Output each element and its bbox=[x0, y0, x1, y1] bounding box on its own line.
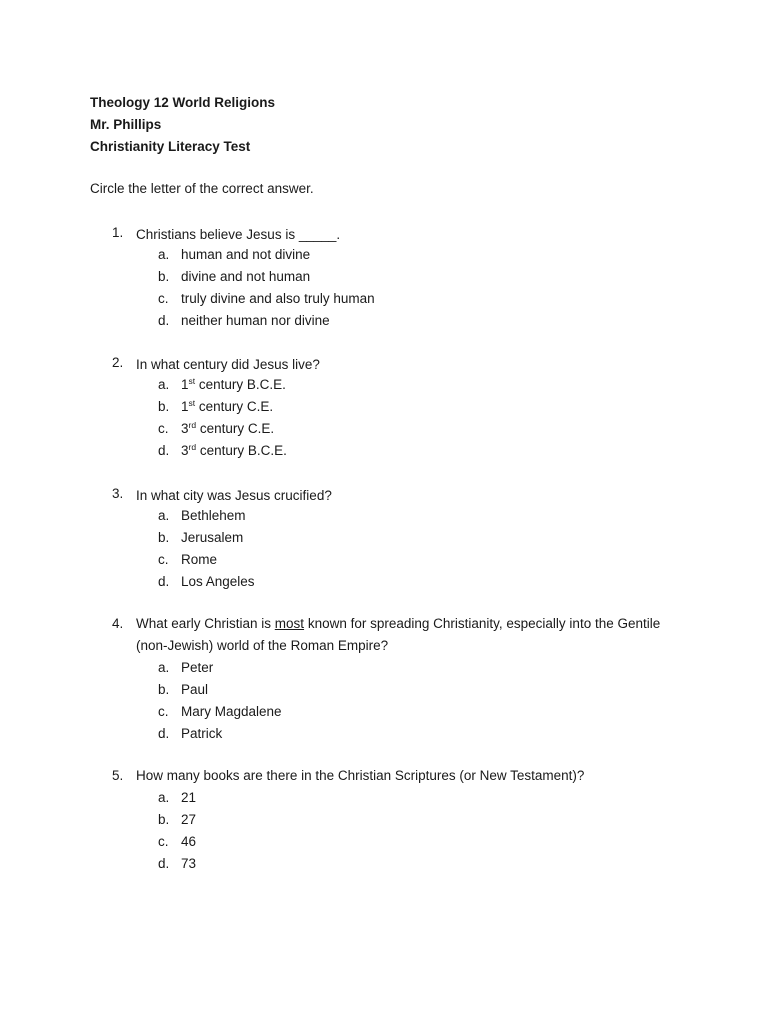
choice-text bbox=[181, 398, 273, 416]
choice-letter: a. bbox=[158, 508, 170, 523]
choice-text: 46 bbox=[181, 834, 197, 849]
question-text bbox=[136, 224, 696, 246]
question-text-part: known for spreading Christianity, especially into the Gentile bbox=[304, 616, 661, 631]
choice-text: Los Angeles bbox=[181, 574, 255, 589]
question-line: (non-Jewish) world of the Roman Empire? bbox=[136, 637, 389, 653]
choice-d[interactable] bbox=[0, 442, 700, 460]
choice-letter: d. bbox=[158, 726, 170, 741]
choice-a[interactable] bbox=[0, 789, 700, 807]
choice-text: Patrick bbox=[181, 726, 223, 741]
question-number: 1. bbox=[112, 225, 124, 240]
choice-letter: c. bbox=[158, 552, 169, 567]
question-number: 5. bbox=[112, 768, 124, 783]
test-title: Christianity Literacy Test bbox=[90, 139, 251, 154]
choice-d[interactable] bbox=[0, 312, 700, 330]
choice-text: Rome bbox=[181, 552, 218, 567]
choice-letter: b. bbox=[158, 530, 170, 545]
question-text bbox=[136, 485, 696, 507]
teacher-name: Mr. Phillips bbox=[90, 117, 162, 132]
choice-letter: d. bbox=[158, 313, 170, 328]
century-label: century B.C.E. bbox=[196, 443, 287, 458]
choice-letter: c. bbox=[158, 834, 169, 849]
choice-text: Bethlehem bbox=[181, 508, 246, 523]
choice-b[interactable] bbox=[0, 529, 700, 547]
choice-a[interactable] bbox=[0, 246, 700, 264]
choice-text: divine and not human bbox=[181, 269, 311, 284]
question-text bbox=[136, 354, 696, 376]
choice-text: Jerusalem bbox=[181, 530, 244, 545]
instructions: Circle the letter of the correct answer. bbox=[90, 181, 314, 196]
choice-b[interactable] bbox=[0, 398, 700, 416]
choice-c[interactable] bbox=[0, 551, 700, 569]
choice-text: 21 bbox=[181, 790, 197, 805]
choice-letter: c. bbox=[158, 421, 169, 436]
choice-letter: a. bbox=[158, 247, 170, 262]
choice-text: neither human nor divine bbox=[181, 313, 330, 328]
choice-letter: c. bbox=[158, 704, 169, 719]
question-text-part: What early Christian is bbox=[136, 616, 275, 631]
choice-text bbox=[181, 442, 287, 460]
choice-letter: b. bbox=[158, 812, 170, 827]
choice-b[interactable] bbox=[0, 681, 700, 699]
choice-a[interactable] bbox=[0, 507, 700, 525]
century-number: 1 bbox=[181, 399, 189, 414]
choice-text: Peter bbox=[181, 660, 214, 675]
question-line: In what century did Jesus live? bbox=[136, 357, 320, 372]
choice-text: 27 bbox=[181, 812, 197, 827]
choice-d[interactable] bbox=[0, 573, 700, 591]
choice-letter: b. bbox=[158, 682, 170, 697]
choice-letter: a. bbox=[158, 660, 170, 675]
century-number: 3 bbox=[181, 443, 189, 458]
century-number: 3 bbox=[181, 421, 189, 436]
choice-b[interactable] bbox=[0, 811, 700, 829]
question-number: 2. bbox=[112, 355, 124, 370]
choice-c[interactable] bbox=[0, 703, 700, 721]
question-line: In what city was Jesus crucified? bbox=[136, 488, 332, 503]
question-number: 3. bbox=[112, 486, 124, 501]
choice-c[interactable] bbox=[0, 420, 700, 438]
choice-text: truly divine and also truly human bbox=[181, 291, 375, 306]
ordinal-suffix: rd bbox=[188, 442, 197, 452]
century-label: century B.C.E. bbox=[195, 377, 286, 392]
choice-text: human and not divine bbox=[181, 247, 311, 262]
question-text bbox=[136, 613, 696, 657]
emphasis-underline: most bbox=[274, 616, 305, 631]
choice-letter: a. bbox=[158, 790, 170, 805]
century-label: century C.E. bbox=[195, 399, 274, 414]
choice-text: 73 bbox=[181, 856, 197, 871]
choice-d[interactable] bbox=[0, 725, 700, 743]
choice-letter: d. bbox=[158, 856, 170, 871]
choice-b[interactable] bbox=[0, 268, 700, 286]
choice-text bbox=[181, 376, 286, 394]
choice-text bbox=[181, 420, 274, 438]
question-number: 4. bbox=[112, 616, 124, 631]
choice-letter: b. bbox=[158, 399, 170, 414]
choice-letter: a. bbox=[158, 377, 170, 392]
choice-letter: c. bbox=[158, 291, 169, 306]
choice-letter: d. bbox=[158, 574, 170, 589]
choice-text: Mary Magdalene bbox=[181, 704, 282, 719]
ordinal-suffix: rd bbox=[188, 420, 197, 430]
choice-c[interactable] bbox=[0, 833, 700, 851]
century-number: 1 bbox=[181, 377, 189, 392]
ordinal-suffix: st bbox=[188, 398, 196, 408]
choice-a[interactable] bbox=[0, 659, 700, 677]
century-label: century C.E. bbox=[196, 421, 275, 436]
question-line bbox=[136, 613, 696, 635]
choice-letter: b. bbox=[158, 269, 170, 284]
choice-c[interactable] bbox=[0, 290, 700, 308]
choice-a[interactable] bbox=[0, 376, 700, 394]
question-text bbox=[136, 765, 696, 787]
question-line: Christians believe Jesus is _____. bbox=[136, 227, 341, 242]
ordinal-suffix: st bbox=[188, 376, 196, 386]
question-line: How many books are there in the Christian Scriptures (or New Testament)? bbox=[136, 768, 585, 783]
choice-text: Paul bbox=[181, 682, 209, 697]
choice-d[interactable] bbox=[0, 855, 700, 873]
course-title: Theology 12 World Religions bbox=[90, 95, 276, 110]
choice-letter: d. bbox=[158, 443, 170, 458]
